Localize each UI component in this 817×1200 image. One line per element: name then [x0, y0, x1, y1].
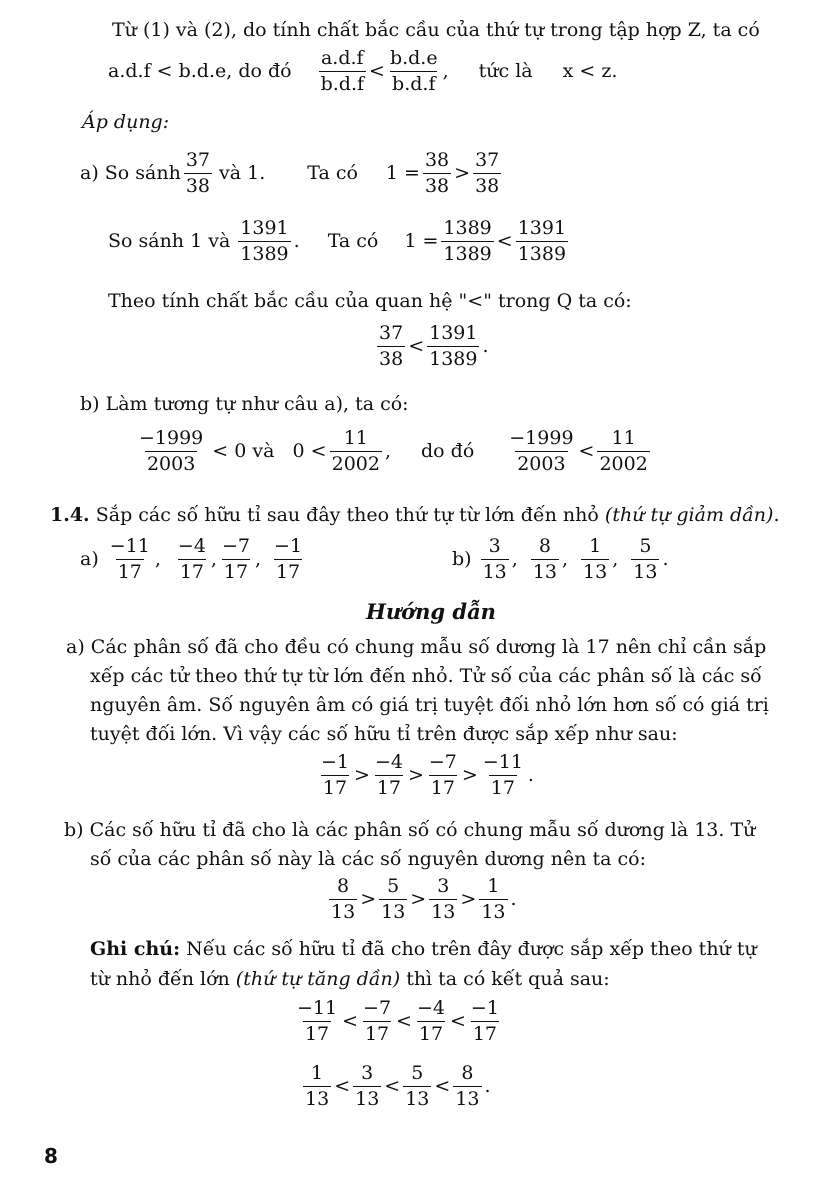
fraction: $\frac{-1}{17}$ [321, 751, 350, 799]
separator: , [511, 548, 518, 571]
guide-heading: Hướng dẫn [366, 599, 496, 624]
page-number: 8 [44, 1144, 58, 1168]
fraction: $\frac{5}{13}$ [405, 1062, 430, 1110]
exercise-1-4 [50, 503, 780, 527]
guide-a-line-2: xếp các tử theo thứ tự từ lớn đến nhỏ. Tử số của các phân số là các số [90, 665, 762, 687]
operator: < [434, 1075, 451, 1098]
part-b-text: b) Làm tương tự như câu a), ta có: [80, 393, 409, 415]
separator: . [662, 548, 669, 571]
order-a [316, 752, 534, 798]
operator: < [496, 230, 513, 253]
fraction: $\frac{1}{13}$ [305, 1062, 330, 1110]
fraction: $\frac{37}{38}$ [185, 149, 211, 197]
fraction: $\frac{-1999}{2003}$ [509, 427, 574, 475]
one-equals: 1 = [385, 162, 420, 185]
apply-heading: Áp dụng: [82, 111, 170, 133]
guide-b-line-1: b) Các số hữu tỉ đã cho là các phân số có chung mẫu số dương là 13. Tử [64, 819, 756, 841]
fraction: $\frac{1389}{1389}$ [443, 217, 492, 265]
intro-inequality: a.d.f < b.d.e, do đó [108, 60, 292, 83]
operator: < [449, 1010, 466, 1033]
fraction: $\frac{37}{38}$ [475, 149, 500, 197]
fraction: $\frac{3}{13}$ [431, 875, 456, 923]
comma: , [442, 60, 449, 83]
dot: . [484, 1075, 491, 1098]
note-text-post: thì ta có kết quả sau: [406, 968, 610, 990]
fraction: $\frac{3}{13}$ [355, 1062, 380, 1110]
exercise-italic: (thứ tự giảm dần) [604, 504, 774, 526]
ascending-b [300, 1063, 491, 1109]
operator: > [360, 888, 377, 911]
separator: , [210, 548, 217, 571]
separator: , [254, 548, 262, 571]
dot: . [293, 230, 300, 253]
note-label: Ghi chú: [90, 938, 181, 960]
operator: < [396, 1010, 412, 1033]
fraction: $\frac{-4}{17}$ [416, 997, 445, 1045]
intro-line-1: Từ (1) và (2), do tính chất bắc cầu của thứ tự trong tập hợp Z, ta có [112, 19, 760, 41]
do-do: do đó [421, 440, 475, 463]
exercise-a-label: a) [80, 548, 99, 571]
operator: > [407, 764, 424, 787]
part-a2-label: So sánh 1 và [108, 230, 231, 253]
fraction: $\frac{1391}{1389}$ [517, 217, 567, 265]
fraction: $\frac{38}{38}$ [424, 149, 450, 197]
operator: < [342, 1010, 359, 1033]
note-text-pre: từ nhỏ đến lớn [90, 968, 230, 990]
operator: < [578, 440, 595, 463]
fraction: $\frac{8}{13}$ [532, 535, 557, 583]
exercise-number: 1.4. [50, 504, 90, 526]
fraction: $\frac{1}{13}$ [583, 535, 608, 583]
fraction: $\frac{5}{13}$ [381, 875, 406, 923]
transitive-text: Theo tính chất bắc cầu của quan hệ "<" trong Q ta có: [108, 290, 632, 312]
exercise-b-label: b) [452, 548, 472, 571]
fraction: $\frac{-7}{17}$ [363, 997, 392, 1045]
ta-co: Ta có [327, 230, 379, 253]
guide-a-line-3: nguyên âm. Số nguyên âm có giá trị tuyệt đối nhỏ lớn hơn số có giá trị [90, 694, 769, 716]
note-text-italic: (thứ tự tăng dần) [235, 968, 401, 990]
intro-equation [108, 48, 617, 94]
conclusion-a [374, 323, 489, 369]
guide-a-line-1: a) Các phân số đã cho đều có chung mẫu số dương là 17 nên chỉ cần sắp [66, 636, 767, 658]
note-line-2 [90, 967, 610, 991]
tuc-la-text: tức là [478, 60, 533, 83]
note-line-1 [90, 937, 757, 961]
fraction: $\frac{-7}{17}$ [221, 535, 250, 583]
operator: > [454, 162, 471, 185]
guide-b-line-2: số của các phân số này là các số nguyên dương nên ta có: [90, 848, 646, 870]
operator: < [334, 1075, 351, 1098]
fraction: $\frac{-11}{17}$ [482, 751, 523, 799]
guide-a-line-4: tuyệt đối lớn. Vì vậy các số hữu tỉ trên được sắp xếp như sau: [90, 723, 678, 745]
fraction: $\frac{-11}{17}$ [109, 535, 150, 583]
fraction: $\frac{-4}{17}$ [374, 751, 403, 799]
fraction: $\frac{5}{13}$ [633, 535, 658, 583]
operator: < [369, 60, 385, 83]
dot: . [773, 504, 780, 526]
fraction: $\frac{37}{38}$ [379, 322, 404, 370]
part-b-equation [134, 428, 653, 474]
fraction: $\frac{-4}{17}$ [177, 535, 206, 583]
exercise-b-list [452, 536, 669, 582]
separator: , [562, 548, 569, 571]
fraction: $\frac{-7}{17}$ [428, 751, 457, 799]
part-a-row [80, 150, 504, 196]
part-a-label: a) So sánh [80, 162, 181, 185]
operator: > [410, 888, 427, 911]
dot: . [482, 335, 489, 358]
operator: > [354, 764, 370, 787]
order-b [326, 876, 517, 922]
fraction: $\frac{-1}{17}$ [470, 997, 499, 1045]
fraction: $\frac{-1}{17}$ [274, 535, 303, 583]
dot: . [527, 764, 534, 787]
operator: < [408, 335, 425, 358]
exercise-a-list [80, 536, 307, 582]
part-b-middle: < 0 và 0 < [212, 440, 327, 463]
dot: . [510, 888, 517, 911]
note-text: Nếu các số hữu tỉ đã cho trên đây được sắp xếp theo thứ tự [186, 938, 757, 960]
operator: > [460, 888, 477, 911]
part-a-va1: và 1. [219, 162, 266, 185]
fraction: $\frac{1391}{1389}$ [240, 217, 289, 265]
separator: , [612, 548, 619, 571]
fraction: $\frac{8}{13}$ [331, 875, 356, 923]
fraction: $\frac{11}{2002}$ [599, 427, 648, 475]
fraction: $\frac{-11}{17}$ [297, 997, 338, 1045]
fraction: $\frac{11}{2002}$ [331, 427, 380, 475]
fraction: $\frac{3}{13}$ [482, 535, 507, 583]
fraction: $\frac{b.d.e}{b.d.f}$ [389, 47, 438, 95]
ascending-a [292, 998, 504, 1044]
fraction: $\frac{8}{13}$ [455, 1062, 480, 1110]
fraction: $\frac{a.d.f}{b.d.f}$ [320, 47, 365, 95]
ta-co: Ta có [307, 162, 358, 185]
exercise-text: Sắp các số hữu tỉ sau đây theo thứ tự từ lớn đến nhỏ [95, 504, 599, 526]
fraction: $\frac{-1999}{2003}$ [139, 427, 204, 475]
fraction: $\frac{1391}{1389}$ [429, 322, 478, 370]
fraction: $\frac{1}{13}$ [481, 875, 506, 923]
separator: , [154, 548, 161, 571]
one-equals: 1 = [404, 230, 439, 253]
operator: > [461, 764, 478, 787]
intro-result: x < z. [562, 60, 618, 83]
operator: < [384, 1075, 401, 1098]
comma: , [384, 440, 392, 463]
part-a2-row [108, 218, 571, 264]
